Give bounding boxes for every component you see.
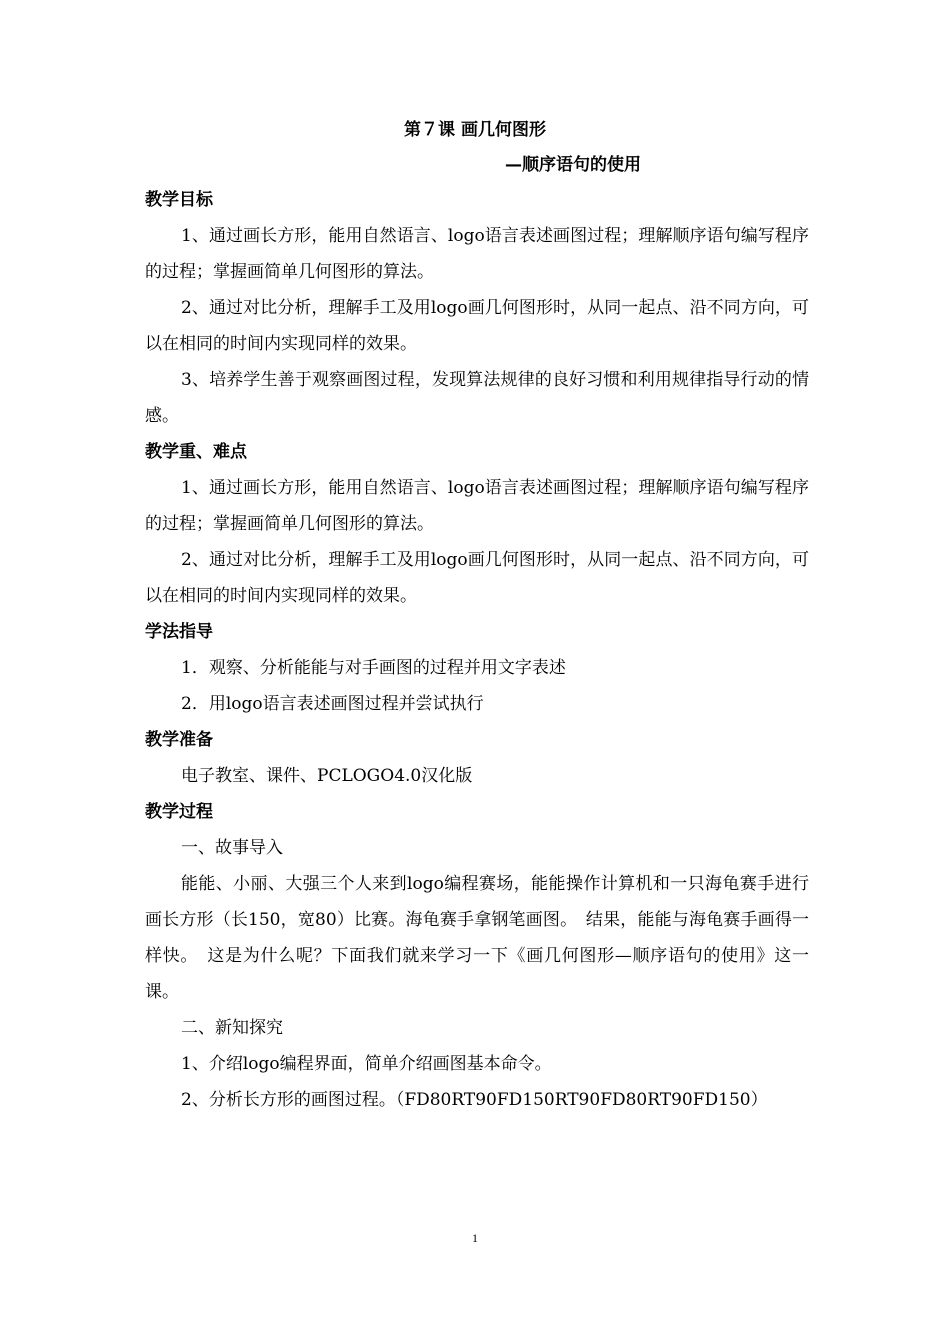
preparation-text: 电子教室、课件、PCLOGO4.0汉化版: [181, 766, 473, 786]
section-heading-study-guide: 学法指导: [145, 622, 213, 642]
section-process: [145, 800, 809, 1118]
process-step-1-text: 能能、小丽、大强三个人来到logo编程赛场，能能操作计算机和一只海龟赛手进行画长方形（长150，宽80）比赛。海龟赛手拿钢笔画图。 结果，能能与海龟赛手画得一样快。 这是为什么呢？下面我们就来学习一下《画几何图形—顺序语句的使用》这一课。: [145, 874, 809, 1002]
key-point-item-1: 1、通过画长方形，能用自然语言、logo语言表述画图过程；理解顺序语句编写程序的过程；掌握画简单几何图形的算法。: [145, 478, 809, 534]
section-heading-process: 教学过程: [145, 802, 213, 822]
lesson-title: 第７课 画几何图形: [404, 120, 546, 140]
page-number: 1: [472, 1231, 478, 1245]
section-study-guide: [145, 620, 809, 722]
document-body: [145, 188, 809, 1118]
section-heading-key-points: 教学重、难点: [145, 442, 247, 462]
objective-item-2: 2、通过对比分析，理解手工及用logo画几何图形时，从同一起点、沿不同方向，可以在相同的时间内实现同样的效果。: [145, 298, 809, 354]
key-point-item-2: 2、通过对比分析，理解手工及用logo画几何图形时，从同一起点、沿不同方向，可以在相同的时间内实现同样的效果。: [145, 550, 809, 606]
study-guide-item-1: 1．观察、分析能能与对手画图的过程并用文字表述: [181, 658, 566, 678]
process-step-2-item-2: 2、分析长方形的画图过程。（FD80RT90FD150RT90FD80RT90FD150）: [181, 1090, 768, 1110]
lesson-subtitle: —顺序语句的使用: [505, 155, 641, 175]
study-guide-item-2: 2．用logo语言表述画图过程并尝试执行: [181, 694, 484, 714]
section-heading-preparation: 教学准备: [145, 730, 213, 750]
section-heading-objectives: 教学目标: [145, 190, 213, 210]
section-preparation: [145, 728, 809, 794]
objective-item-1: 1、通过画长方形，能用自然语言、logo语言表述画图过程；理解顺序语句编写程序的过程；掌握画简单几何图形的算法。: [145, 226, 809, 282]
process-step-2-item-1: 1、介绍logo编程界面，简单介绍画图基本命令。: [181, 1054, 552, 1074]
objective-item-3: 3、培养学生善于观察画图过程，发现算法规律的良好习惯和利用规律指导行动的情感。: [145, 370, 809, 426]
section-objectives: [145, 188, 809, 434]
section-key-points: [145, 440, 809, 614]
process-step-2-title: 二、新知探究: [181, 1018, 283, 1038]
process-step-1-title: 一、故事导入: [181, 838, 283, 858]
